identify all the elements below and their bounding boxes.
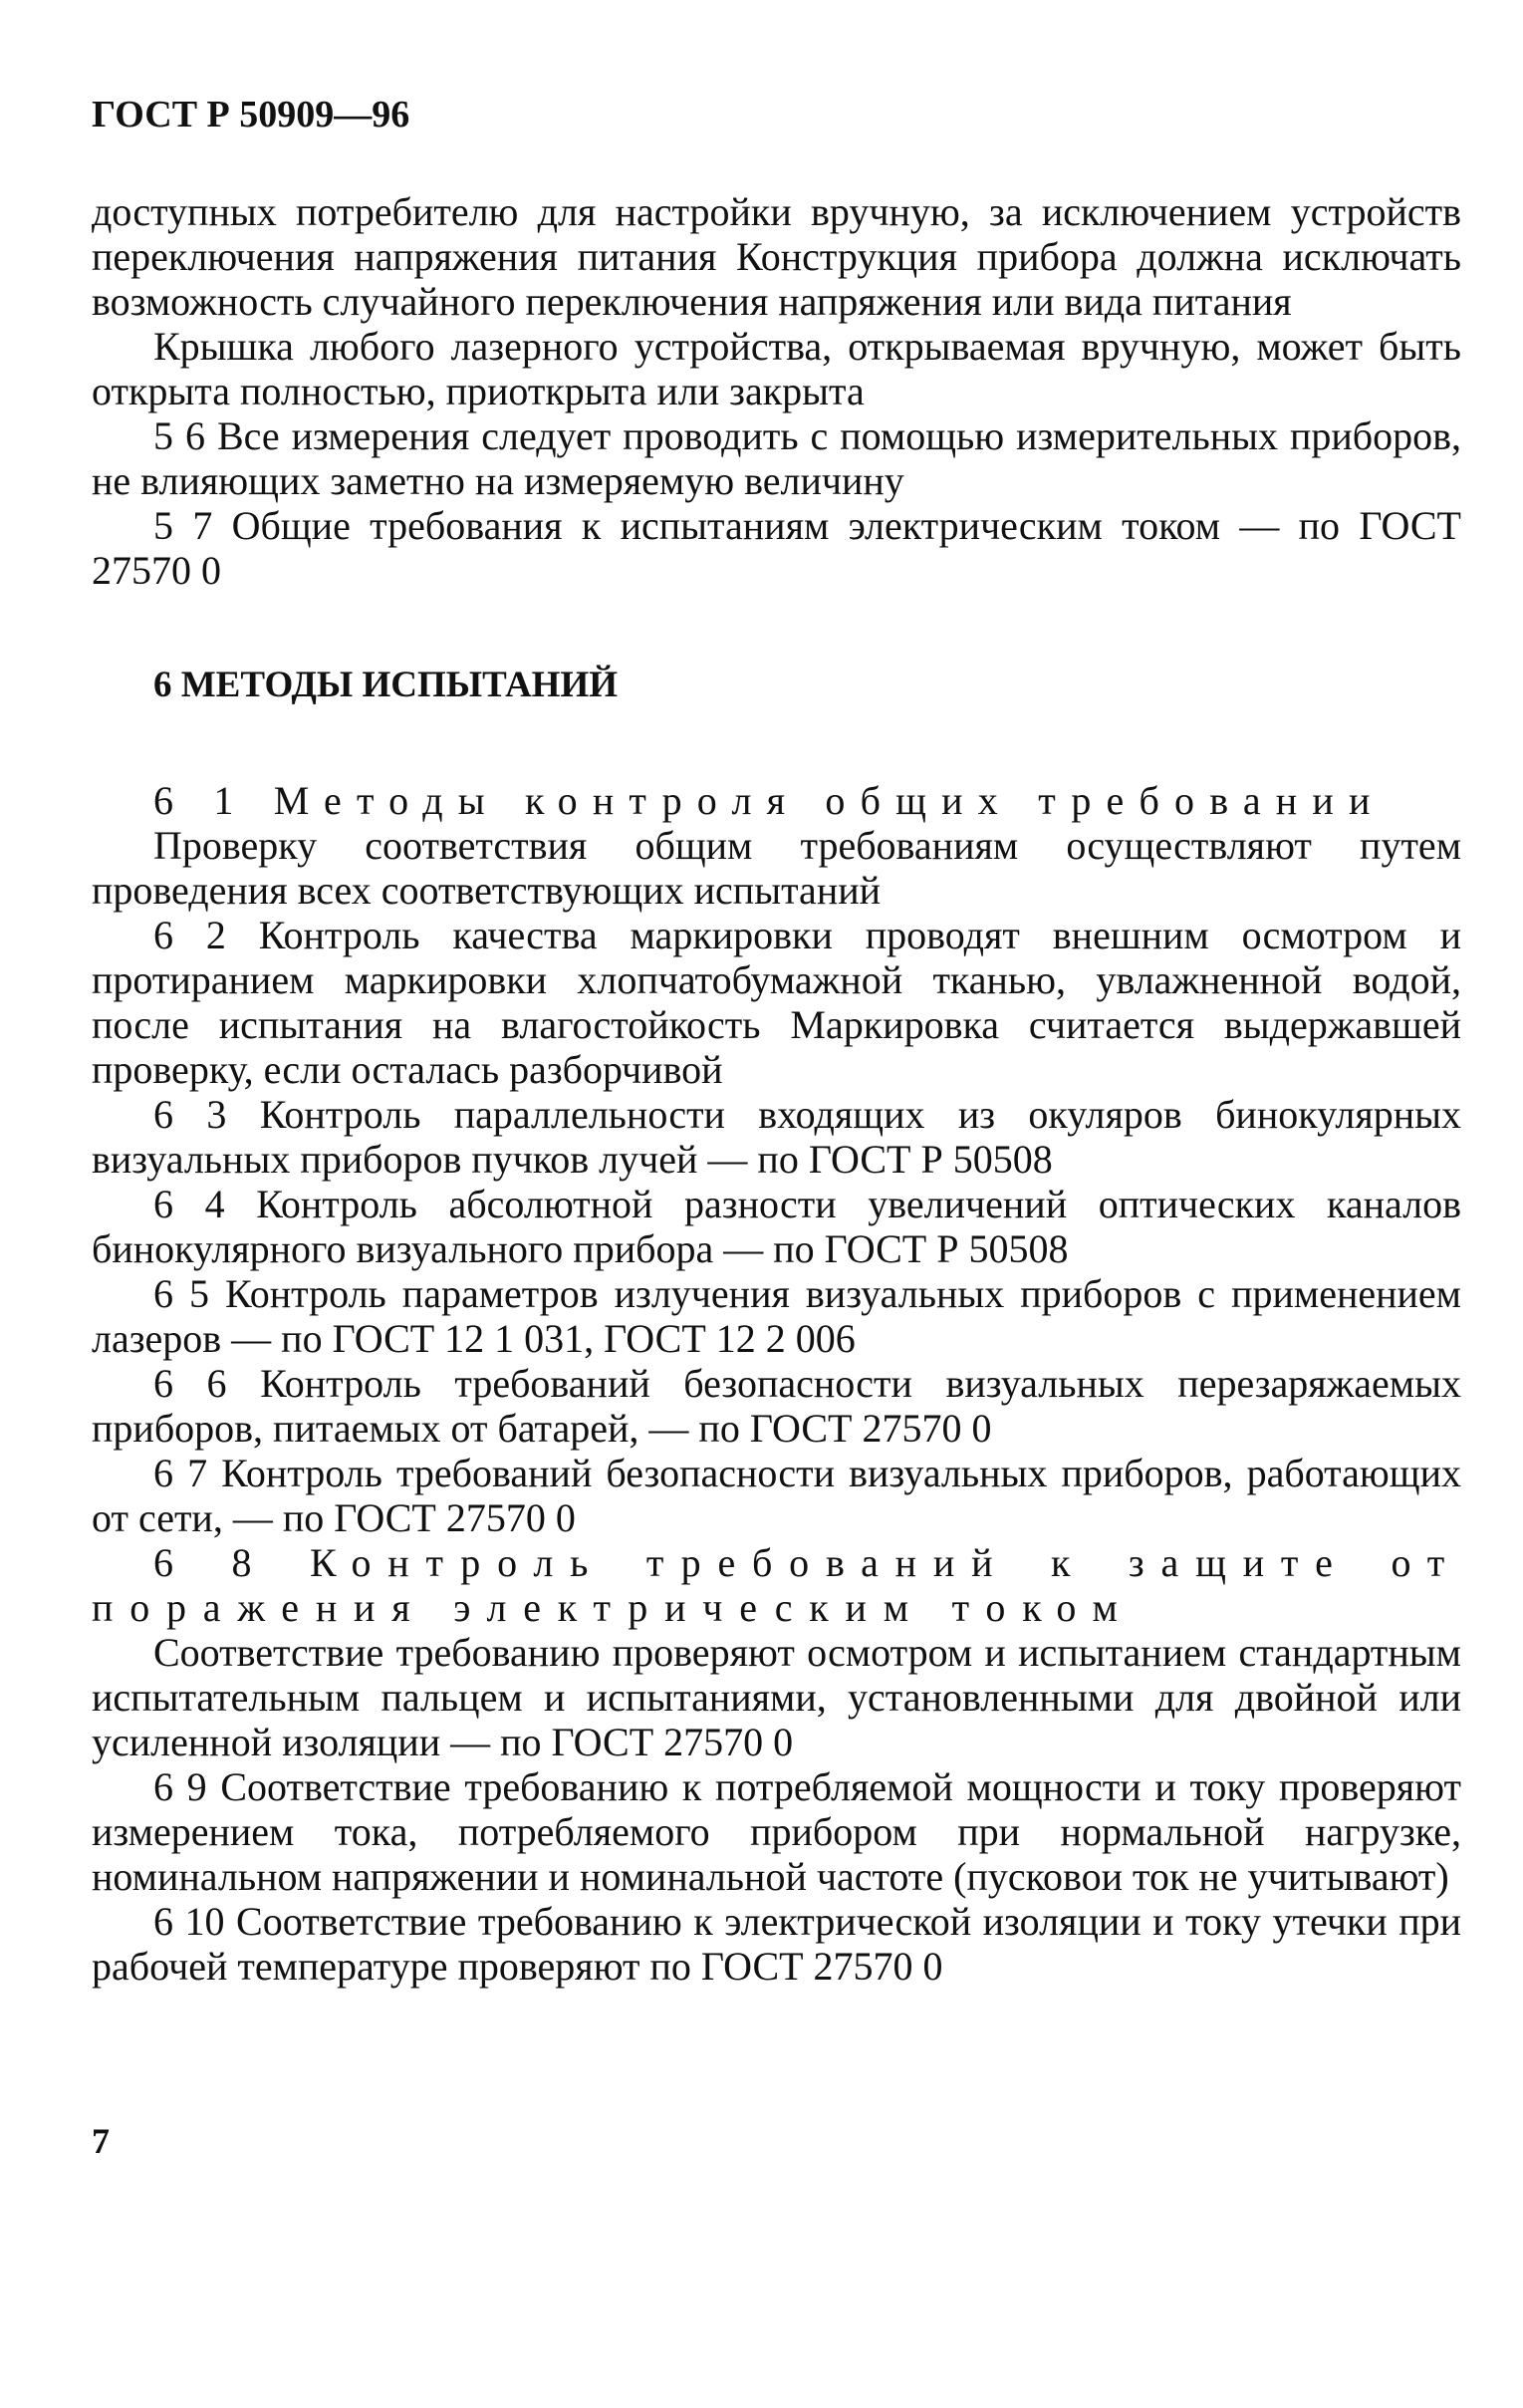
paragraph-6-8-text: Соответствие требованию проверяют осмотром и испытанием стандартным испытательным пальцем и испытаниями, установленными для двойной или усиленной изоляции — по ГОСТ 27570 0	[92, 1630, 1461, 1764]
page-number: 7	[92, 2121, 110, 2161]
paragraph-5-7: 5 7 Общие требования к испытаниям электрическим током — по ГОСТ 27570 0	[92, 503, 1461, 593]
document-page	[92, 92, 1461, 1989]
paragraph-6-10: 6 10 Соответствие требованию к электрической изоляции и току утечки при рабочей температуре проверяют по ГОСТ 27570 0	[92, 1899, 1461, 1989]
paragraph-6-9: 6 9 Соответствие требованию к потребляемой мощности и току проверяют измерением тока, потребляемого прибором при нормальной нагрузке, номинальном напряжении и номинальной частоте (пусковои ток не учитывают)	[92, 1764, 1461, 1899]
paragraph-intro-continuation: доступных потребителю для настройки вручную, за исключением устройств переключения напряжения питания Конструкция прибора должна исключать возможность случайного переключения напряжения или вида питания	[92, 189, 1461, 324]
paragraph-6-4: 6 4 Контроль абсолютной разности увеличений оптических каналов бинокулярного визуального прибора — по ГОСТ Р 50508	[92, 1182, 1461, 1271]
subsection-6-8-title: 6 8 Контроль требований к защите от поражения электрическим током	[92, 1540, 1461, 1630]
section-6-heading: 6 МЕТОДЫ ИСПЫТАНИЙ	[153, 665, 619, 705]
paragraph-6-6: 6 6 Контроль требований безопасности визуальных перезаряжаемых приборов, питаемых от батарей, — по ГОСТ 27570 0	[92, 1361, 1461, 1451]
document-header: ГОСТ Р 50909—96	[92, 94, 410, 135]
subsection-6-1-title: 6 1 Методы контроля общих требовании	[153, 778, 1386, 823]
paragraph-6-7: 6 7 Контроль требований безопасности визуальных приборов, работающих от сети, — по ГОСТ 27570 0	[92, 1451, 1461, 1540]
paragraph-6-2: 6 2 Контроль качества маркировки проводят внешним осмотром и протиранием маркировки хлопчатобумажной тканью, увлажненной водой, после испытания на влагостойкость Маркировка считается выдержавшей проверку, если осталась разборчивой	[92, 913, 1461, 1092]
paragraph-5-6: 5 6 Все измерения следует проводить с помощью измерительных приборов, не влияющих заметно на измеряемую величину	[92, 413, 1461, 503]
paragraph-laser-cover: Крышка любого лазерного устройства, открываемая вручную, может быть открыта полностью, приоткрыта или закрыта	[92, 324, 1461, 413]
paragraph-6-3: 6 3 Контроль параллельности входящих из окуляров бинокулярных визуальных приборов пучков лучей — по ГОСТ Р 50508	[92, 1092, 1461, 1182]
paragraph-6-1-text: Проверку соответствия общим требованиям осуществляют путем проведения всех соответствующих испытаний	[92, 823, 1461, 913]
paragraph-6-5: 6 5 Контроль параметров излучения визуальных приборов с применением лазеров — по ГОСТ 12 1 031, ГОСТ 12 2 006	[92, 1271, 1461, 1361]
